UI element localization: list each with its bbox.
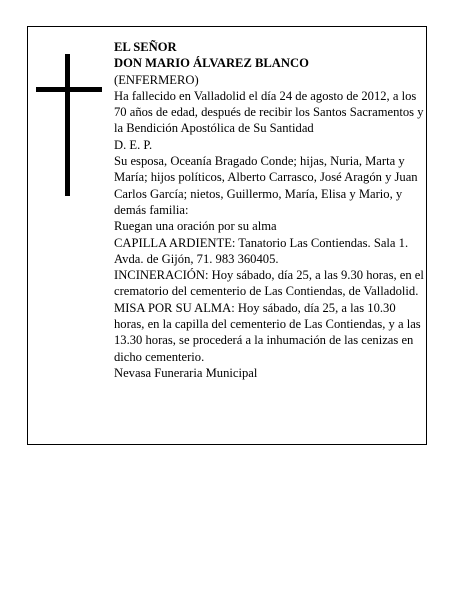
deceased-occupation: (ENFERMERO)	[114, 72, 199, 87]
cross-vertical-bar	[65, 54, 70, 196]
chapel-info: CAPILLA ARDIENTE: Tanatorio Las Contiendas. Sala 1. Avda. de Gijón, 71. 983 360405.	[114, 235, 409, 266]
deceased-name: DON MARIO ÁLVAREZ BLANCO	[114, 56, 309, 71]
prayer-request: Ruegan una oración por su alma	[114, 219, 277, 234]
funeral-home: Nevasa Funeraria Municipal	[114, 365, 258, 380]
heading-title: EL SEÑOR	[114, 40, 177, 54]
ceremony-info: INCINERACIÓN: Hoy sábado, día 25, a las 9.30 horas, en el crematorio del cementerio de Las Contiendas, de Valladolid. MISA POR SU ALMA: Hoy sábado, día 25, a las 10.30 horas, en la capilla del cementerio de Las Contiendas, y a las 13.30 horas, se procederá a la inhumación de las cenizas en dicho cementerio.	[114, 268, 424, 364]
latin-cross-icon	[36, 54, 102, 196]
cross-horizontal-bar	[36, 87, 102, 92]
family-members: Su esposa, Oceanía Bragado Conde; hijas, Nuria, Marta y María; hijos políticos, Alberto Carrasco, José Aragón y Juan Carlos García; nietos, Guillermo, María, Elisa y Mario, y demás familia:	[114, 154, 418, 217]
obituary-text	[114, 39, 426, 381]
rip-line: D. E. P.	[114, 137, 153, 152]
death-statement: Ha fallecido en Valladolid el día 24 de agosto de 2012, a los 70 años de edad, después de recibir los Santos Sacramentos y la Bendición Apostólica de Su Santidad	[114, 88, 424, 136]
